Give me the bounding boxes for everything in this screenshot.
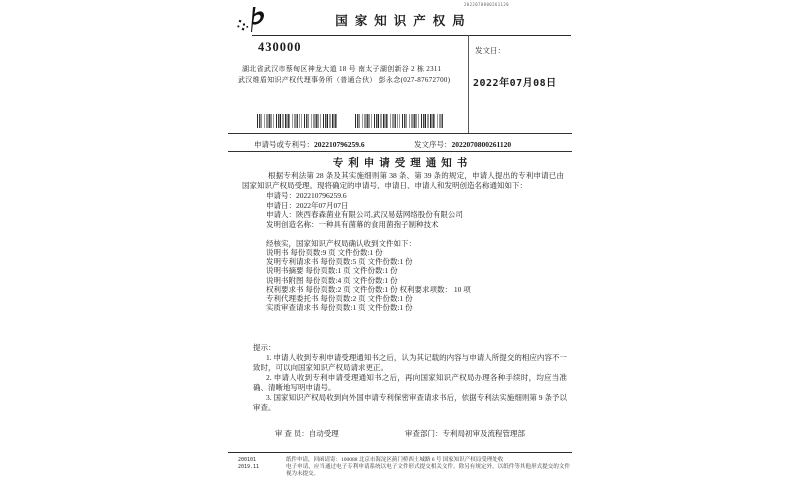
note-item: 3. 国家知识产权局收到向外国申请专利保密审查请求书后，依据专利法实施细则第 9 条予以审查。	[253, 393, 567, 412]
recipient-address-line2: 武汉维盾知识产权代理事务所（普通合伙） 彭永念(027-87672700)	[238, 76, 451, 84]
top-right-serial-code: 2022070800261120	[464, 2, 509, 7]
barcode-left	[257, 114, 338, 128]
note-item: 2. 申请人收到专利申请受理通知书之后，再向国家知识产权局办理各种手续时，均应当准确、清晰地写明申请号。	[253, 373, 567, 392]
field-value: 2022年07月07日	[296, 200, 349, 210]
field-application-number	[266, 191, 463, 201]
barcode-right	[355, 114, 443, 128]
field-applicant	[266, 210, 463, 220]
department-field	[405, 428, 525, 439]
document-line: 专利代理委托书 每份页数:2 页 文件份数:1 份	[266, 294, 413, 304]
footer-divider	[228, 452, 572, 453]
department-label: 审查部门：	[405, 429, 443, 438]
document-content	[228, 0, 572, 500]
document-line: 权利要求书 每份页数:2 页 文件份数:1 份 权利要求项数： 10 项	[266, 284, 471, 294]
issue-date-value: 2022年07月08日	[473, 78, 557, 89]
document-line: 说明书 每份页数:9 页 文件份数:1 份	[266, 248, 383, 257]
footer-version-code: 2019.11	[238, 464, 260, 471]
field-label: 申请号：	[266, 191, 296, 200]
field-label: 申请人：	[266, 210, 296, 220]
department-value: 专利局初审及流程管理部	[442, 429, 525, 438]
application-number-field	[254, 139, 365, 150]
confirmation-line: 经核实，国家知识产权局确认收到文件如下：	[266, 239, 416, 248]
document-line: 说明书摘要 每份页数:1 页 文件份数:1 份	[266, 266, 398, 276]
document-line: 实质审查请求书 每份页数:1 页 文件份数:1 份	[266, 303, 413, 313]
application-fields	[266, 191, 463, 229]
field-application-date	[266, 201, 463, 211]
application-number-label: 申请号或专利号：	[254, 140, 314, 149]
examiner-label: 审 查 员：	[275, 429, 309, 438]
footer-paper-filing-note: 纸件申请，回函请寄：100088 北京市海淀区蓟门桥西土城路 6 号 国家知识产权局受理处收	[286, 457, 504, 463]
agency-title: 国家知识产权局	[335, 14, 472, 28]
dispatch-number-value: 2022070800261120	[451, 140, 512, 149]
field-value: 一种具有菌幕的食用菌孢子制种技术	[318, 219, 439, 229]
date-box-divider	[468, 35, 469, 133]
ref-row-bottom-divider	[228, 151, 572, 152]
field-invention-title	[266, 220, 463, 230]
received-documents-list	[266, 248, 471, 312]
ref-row-top-divider	[228, 133, 572, 134]
notes-section	[253, 343, 567, 413]
recipient-postal-code: 430000	[258, 40, 302, 54]
footer-form-code: 200101	[238, 457, 257, 463]
footer	[238, 457, 570, 479]
field-value: 陕西春森菌业有限公司,武汉易菇网络股份有限公司	[296, 210, 463, 220]
dispatch-number-field	[414, 139, 511, 150]
document-line: 发明专利请求书 每份页数:5 页 文件份数:1 份	[266, 257, 413, 267]
notice-title: 专利申请受理通知书	[332, 158, 473, 169]
header-divider	[252, 35, 571, 36]
field-label: 发明创造名称：	[266, 219, 319, 229]
examiner-field	[275, 428, 339, 439]
notes-items	[253, 353, 567, 413]
notes-label: 提示：	[253, 343, 276, 352]
note-item: 1. 申请人收到专利申请受理通知书之后，认为其记载的内容与申请人所提交的相应内容不一致时，可以向国家知识产权局请求更正。	[253, 353, 567, 372]
document-line: 说明书附图 每份页数:4 页 文件份数:1 份	[266, 275, 398, 285]
field-value: 202210796259.6	[296, 191, 347, 200]
issue-date-label: 发文日：	[475, 46, 505, 55]
examiner-value: 自动受理	[308, 429, 339, 438]
dispatch-number-label: 发文序号：	[414, 140, 452, 149]
field-label: 申请日：	[266, 200, 296, 210]
footer-efiling-note: 电子申请，应当通过电子专利申请系统以电子文件形式提交相关文件。除另有规定外，以纸件等其他形式提交的文件视为未提交。	[286, 464, 570, 478]
application-number-value: 202210796259.6	[314, 140, 365, 149]
intro-paragraph: 根据专利法第 28 条及其实施细则第 38 条、第 39 条的规定，申请人提出的专利申请已由国家知识产权局受理。现将确定的申请号、申请日、申请人和发明创造名称通知如下：	[242, 171, 564, 190]
recipient-address-line1: 湖北省武汉市蔡甸区神龙大道 18 号 南太子湖创新谷 2 栋 2311	[242, 65, 442, 73]
